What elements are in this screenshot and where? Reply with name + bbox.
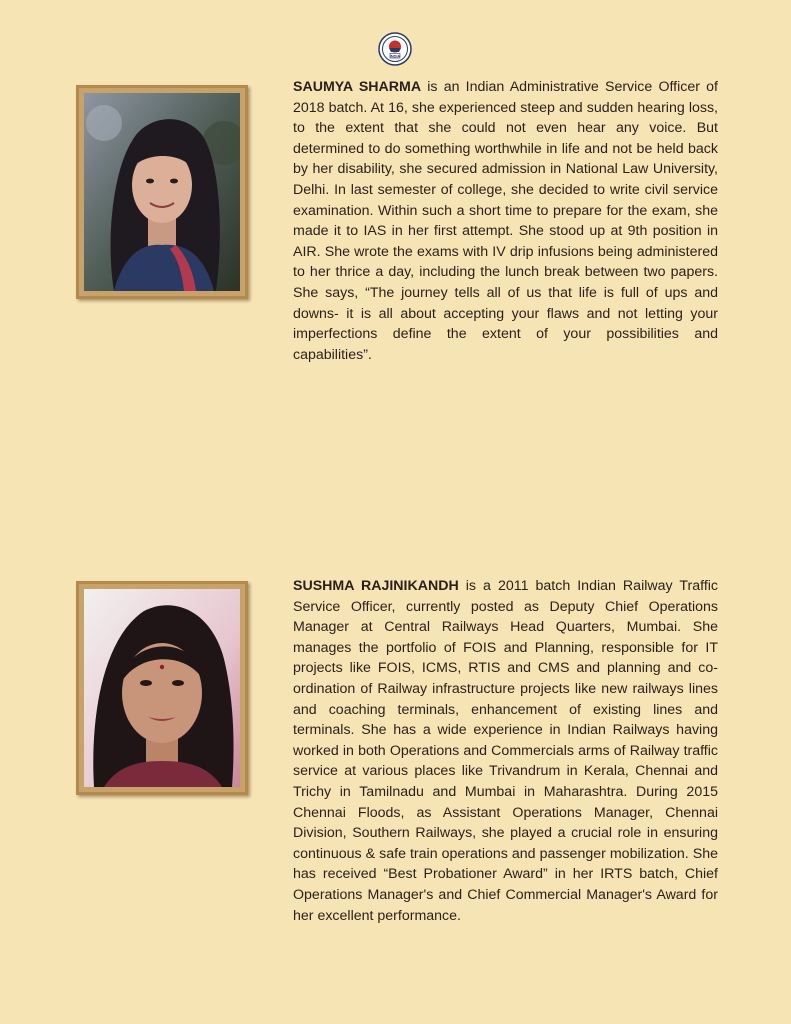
profile-bio-text: is a 2011 batch Indian Railway Traffic Service Officer, currently posted as Deputy Chief Operations Manager at Central Railways Head Quarters, Mumbai. She manages the portfolio of FOIS and Planning, responsible for IT projects like FOIS, ICMS, RTIS and CMS and planning and co-ordination of Railway infrastructure projects like new railways lines and coaching terminals, enhancement of existing lines and terminals. She has a wide experience in Indian Railways having worked in both Operations and Commercials arms of Railway traffic service at various places like Trivandrum in Kerala, Chennai and Trichy in Tamilnadu and Mumbai in Maharashtra. During 2015 Chennai Floods, as Assistant Operations Manager, Chennai Division, Southern Railways, she played a crucial role in ensuring continuous & safe train operations and passenger mobilization. She has received “Best Probationer Award” in her IRTS batch, Chief Operations Manager's and Chief Commercial Manager's Award for her excellent performance. <box>293 578 719 924</box>
profile-bio-saumya-sharma <box>293 77 718 365</box>
profile-photo-sushma-rajinikandh <box>76 581 248 795</box>
profile-name: SAUMYA SHARMA <box>293 79 422 95</box>
profile-bio-sushma-rajinikandh <box>293 576 718 926</box>
profile-name: SUSHMA RAJINIKANDH <box>293 578 459 594</box>
portrait-image <box>84 589 240 787</box>
profile-photo-saumya-sharma <box>76 85 248 299</box>
profile-bio-text: is an Indian Administrative Service Officer of 2018 batch. At 16, she experienced steep and sudden hearing loss, to the extent that she could not even hear any voice. But determined to do something worthwhile in life and not be held back by her disability, she secured admission in National Law University, Delhi. In last semester of college, she decided to write civil service examination. Within such a short time to prepare for the exam, she made it to IAS in her first attempt. She stood up at 9th position in AIR. She wrote the exams with IV drip infusions being administered to her thrice a day, including the lunch break between two papers. She says, “The journey tells all of us that life is full of ups and downs- it is all about accepting your flaws and not letting your imperfections define the extent of your possibilities and capabilities”. <box>293 79 718 363</box>
emblem-logo <box>378 32 412 66</box>
svg-text:INDIA: INDIA <box>389 54 401 59</box>
portrait-image <box>84 93 240 291</box>
